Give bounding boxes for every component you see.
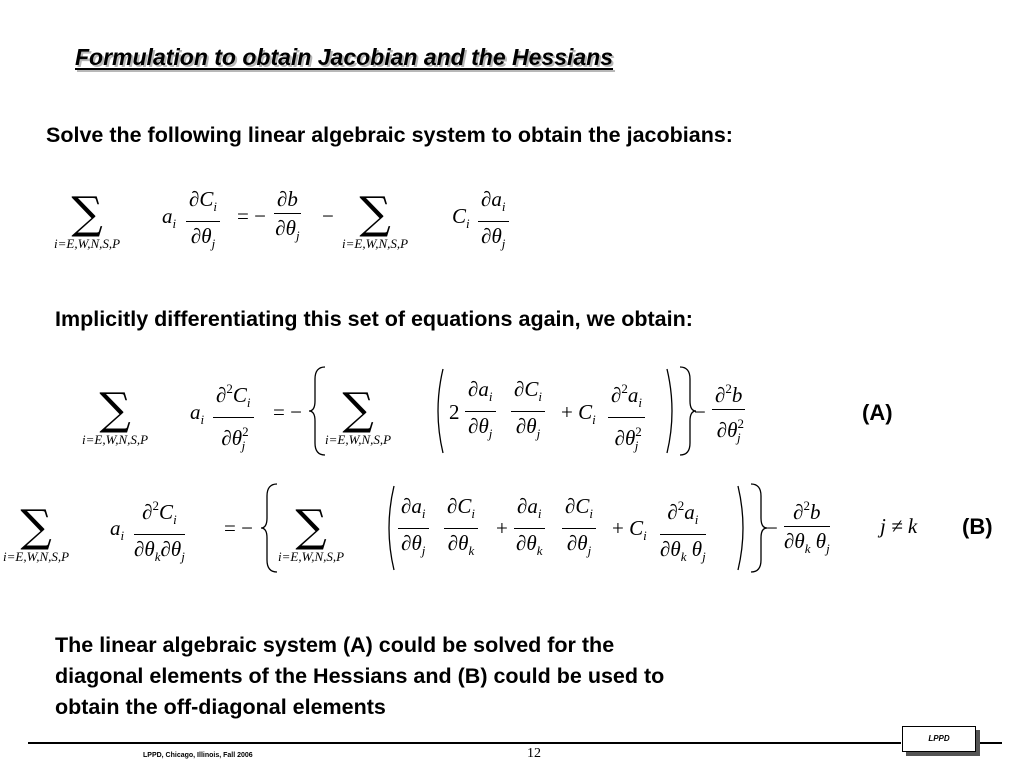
left-paren xyxy=(381,484,397,572)
footer-text: LPPD, Chicago, Illinois, Fall 2006 xyxy=(143,752,253,759)
label-a: (A) xyxy=(862,400,893,425)
eq1-fraction: $\frac{\partial C_i}{\partial\theta_j}$ xyxy=(186,186,220,257)
eqb-fraction: $\frac{\partial a_i}{\partial\theta_j}$ xyxy=(398,493,429,564)
sum-index: i=E,W,N,S,P xyxy=(3,549,70,564)
eqa-fraction: $\frac{\partial^2a_i}{\partial\theta^2_j}$ xyxy=(608,376,645,459)
summation: ∑ i=E,W,N,S,P xyxy=(3,501,70,564)
eq1-term: $C_i$ xyxy=(452,204,470,231)
sum-index: i=E,W,N,S,P xyxy=(54,236,121,251)
conclusion-line: diagonal elements of the Hessians and (B) could be used to xyxy=(55,664,665,688)
eqb-fraction: $\frac{\partial^2C_i}{\partial\theta_k\partial\theta_j}$ xyxy=(134,493,185,570)
sum-index: i=E,W,N,S,P xyxy=(278,549,345,564)
intro-text: Solve the following linear algebraic system to obtain the jacobians: xyxy=(46,123,733,147)
label-b: (B) xyxy=(962,514,993,539)
eqb-fraction: $\frac{\partial^2b}{\partial\theta_k \theta_j}$ xyxy=(784,493,830,562)
eqa-fraction: $\frac{\partial a_i}{\partial\theta_j}$ xyxy=(465,376,496,447)
eqb-fraction: $\frac{\partial^2a_i}{\partial\theta_k \theta_j}$ xyxy=(660,493,706,570)
eqb-fraction: $\frac{\partial C_i}{\partial\theta_j}$ xyxy=(562,493,596,564)
summation: ∑ i=E,W,N,S,P xyxy=(325,384,392,447)
sum-index: i=E,W,N,S,P xyxy=(82,432,149,447)
summation: ∑ i=E,W,N,S,P xyxy=(342,188,409,251)
sum-index: i=E,W,N,S,P xyxy=(342,236,409,251)
summation: ∑ i=E,W,N,S,P xyxy=(278,501,345,564)
page-number: 12 xyxy=(527,746,541,761)
summation: ∑ i=E,W,N,S,P xyxy=(54,188,121,251)
sum-index: i=E,W,N,S,P xyxy=(325,432,392,447)
slide-title: Formulation to obtain Jacobian and the Hessians xyxy=(75,44,614,70)
conclusion-text xyxy=(55,630,664,723)
lppd-logo: LPPD xyxy=(902,726,976,752)
footer-divider xyxy=(28,742,901,744)
condition-text: j ≠ k xyxy=(880,514,918,538)
eq1-fraction: $\frac{\partial a_i}{\partial\theta_j}$ xyxy=(478,186,509,257)
footer-divider xyxy=(980,742,1002,744)
eqa-fraction: $\frac{\partial^2b}{\partial\theta^2_j}$ xyxy=(712,376,745,451)
summation: ∑ i=E,W,N,S,P xyxy=(82,384,149,447)
conclusion-line: The linear algebraic system (A) could be solved for the xyxy=(55,633,615,657)
eqa-fraction: $\frac{\partial^2C_i}{\partial\theta^2_j}$ xyxy=(213,376,254,459)
implicit-text: Implicitly differentiating this set of equations again, we obtain: xyxy=(55,307,693,331)
eqb-fraction: $\frac{\partial C_i}{\partial\theta_k}$ xyxy=(444,493,478,564)
eq1-term: $a_i$ xyxy=(162,204,177,231)
eqa-fraction: $\frac{\partial C_i}{\partial\theta_j}$ xyxy=(511,376,545,447)
eqb-fraction: $\frac{\partial a_i}{\partial\theta_k}$ xyxy=(514,493,545,564)
eq1-fraction: $\frac{\partial b}{\partial\theta_j}$ xyxy=(275,187,300,243)
conclusion-line: obtain the off-diagonal elements xyxy=(55,695,386,719)
left-paren xyxy=(430,367,446,455)
